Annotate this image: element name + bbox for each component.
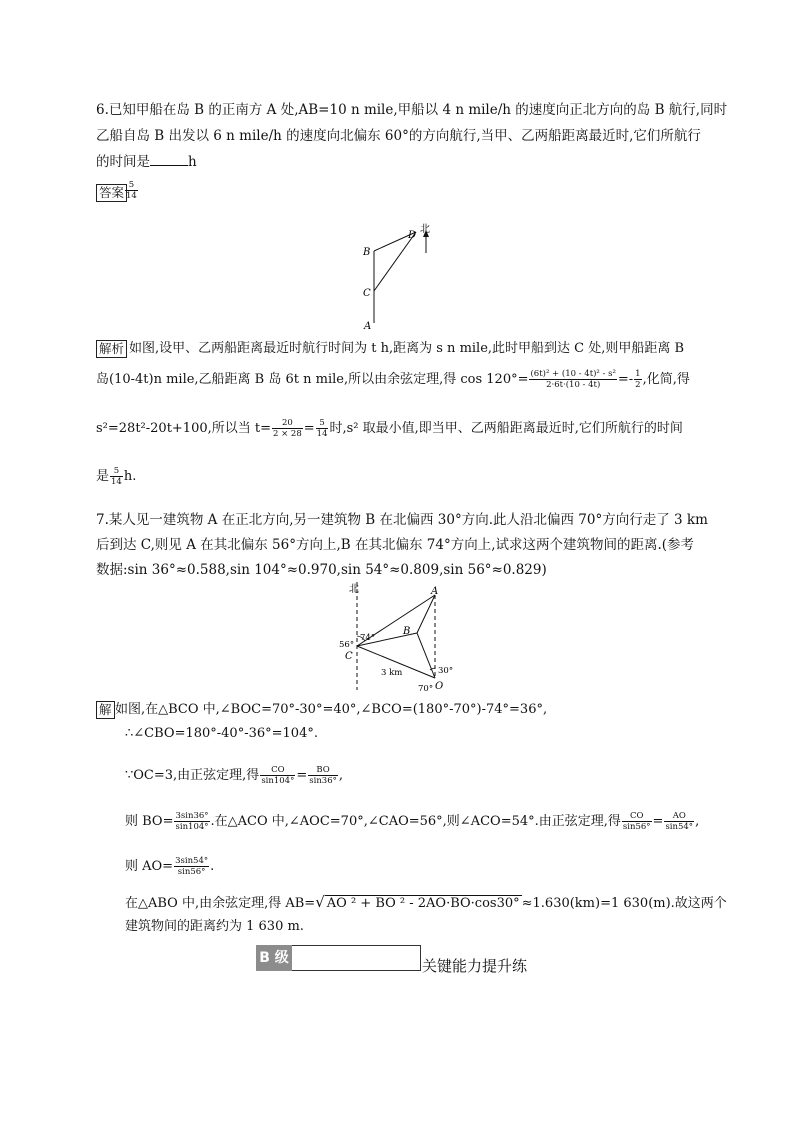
label-o-q7: O — [435, 681, 444, 692]
label-70-deg: 70° — [418, 684, 434, 694]
label-c: C — [363, 288, 371, 299]
s4-text: 则 BO= — [125, 814, 174, 829]
q6-analysis-line-4 — [96, 466, 136, 487]
q6-figure — [350, 215, 450, 333]
q6-line-3-text: 的时间是 — [96, 154, 150, 170]
label-d: D — [408, 230, 417, 241]
q7-line-2: 后到达 C,则见 A 在其北偏东 56°方向上,B 在其北偏东 74°方向上,试求这两个建筑物间的距离.(参考 — [96, 537, 695, 553]
sqrt-radicand: AO ² + BO ² - 2AO·BO·cos30° — [326, 896, 520, 911]
section-level-badge: B 级 — [256, 945, 292, 971]
q7-solution-line-7: 建筑物间的距离约为 1 630 m. — [125, 919, 304, 934]
q7-solution-line-2: ∴∠CBO=180°-40°-36°=104°. — [125, 726, 318, 741]
t-result-numerator: 5 — [316, 418, 329, 429]
s3-tail: , — [338, 768, 344, 783]
label-north-q7: 北 — [349, 584, 359, 595]
s3-fraction-2 — [308, 765, 338, 786]
q7-solution-line-4 — [125, 811, 699, 832]
s3-fraction-1 — [260, 765, 295, 786]
sqrt-sign: √ — [315, 893, 325, 911]
answer-numerator: 5 — [125, 180, 138, 191]
cos-fraction — [529, 369, 616, 390]
answer-blank — [150, 153, 188, 166]
label-b-q7: B — [403, 626, 411, 637]
s4-numerator-3: AO — [664, 811, 694, 822]
q6-analysis-line-2 — [96, 369, 690, 390]
label-c-q7: C — [345, 651, 353, 662]
half-fraction — [634, 369, 641, 390]
s4-fraction-2 — [622, 811, 652, 832]
s4-denominator-3: sin54° — [665, 822, 694, 832]
final-numerator: 5 — [110, 466, 123, 477]
s4-tail: , — [695, 814, 700, 829]
s4-fraction-1 — [174, 811, 209, 832]
s3-numerator-2: BO — [308, 765, 338, 776]
cos-denominator: 2·6t·(10 - 4t) — [546, 380, 601, 390]
answer-tag: 答案 — [96, 184, 127, 202]
s4-equals: = — [652, 814, 664, 829]
s6-text: 在△ABO 中,由余弦定理,得 AB= — [125, 896, 316, 911]
a2-text: 岛(10-4t)n mile,乙船距离 B 岛 6t n mile,所以由余弦定理,得 cos 120°= — [96, 372, 529, 387]
label-a-q7: A — [431, 586, 439, 597]
q7-line-1: 7.某人见一建筑物 A 在正北方向,另一建筑物 B 在北偏西 30°方向.此人沿北偏西 70°方向行走了 3 km — [96, 512, 708, 528]
q7-solution-line-5 — [125, 856, 214, 877]
q6-line-3 — [96, 150, 197, 170]
s6-tail: ≈1.630(km)=1 630(m).故这两个 — [521, 896, 727, 911]
answer-fraction — [125, 180, 138, 201]
s5-numerator: 3sin54° — [175, 856, 209, 866]
s3-text: ∵OC=3,由正弦定理,得 — [125, 768, 260, 783]
a4-unit: h. — [123, 469, 137, 484]
label-b: B — [363, 247, 371, 258]
s3-equals: = — [296, 768, 308, 783]
s4-denominator-1: sin104° — [175, 822, 209, 832]
s4-fraction-3 — [664, 811, 694, 832]
q7-line-3: 数据:sin 36°≈0.588,sin 104°≈0.970,sin 54°≈0.809,sin 56°≈0.829) — [96, 562, 547, 578]
q7-figure — [335, 578, 465, 696]
label-56-deg: 56° — [339, 640, 355, 650]
a4-text: 是 — [96, 469, 110, 484]
final-fraction — [110, 466, 123, 487]
s4-denominator-2: sin56° — [622, 822, 651, 832]
t-result-denominator: 14 — [316, 429, 328, 439]
q6-line-2: 乙船自岛 B 出发以 6 n mile/h 的速度向北偏东 60°的方向航行,当甲、乙两船距离最近时,它们所航行 — [96, 128, 701, 144]
s3-denominator-1: sin104° — [261, 776, 295, 786]
t-fraction — [272, 418, 303, 439]
a2-equals: =- — [617, 372, 634, 387]
q7-solution-line-3 — [125, 765, 343, 786]
s5-tail: . — [210, 859, 215, 874]
answer-denominator: 14 — [126, 191, 137, 201]
t-numerator: 20 — [272, 418, 303, 429]
s4-numerator-2: CO — [622, 811, 652, 822]
q6-analysis-line-1: 如图,设甲、乙两船距离最近时航行时间为 t h,距离为 s n mile,此时甲船到达 C 处,则甲船距离 B — [129, 341, 685, 356]
a3-equals: = — [303, 421, 315, 436]
a3-tail: 时,s² 取最小值,即当甲、乙两船距离最近时,它们所航行的时间 — [329, 421, 683, 436]
half-numerator: 1 — [635, 369, 641, 379]
s5-denominator: sin56° — [177, 867, 206, 877]
q7-analysis-tag: 解 — [96, 701, 115, 719]
cos-numerator: (6t)² + (10 - 4t)² - s² — [530, 369, 616, 379]
q7-solution-line-1: 如图,在△BCO 中,∠BOC=70°-30°=40°,∠BCO=(180°-70°)-74°=36°, — [115, 702, 548, 717]
s4-numerator-1: 3sin36° — [175, 811, 209, 821]
analysis-tag: 解析 — [96, 340, 127, 358]
final-denominator: 14 — [111, 477, 122, 487]
label-74-deg: 74° — [360, 633, 376, 643]
q6-line-1: 6.已知甲船在岛 B 的正南方 A 处,AB=10 n mile,甲船以 4 n mile/h 的速度向正北方向的岛 B 航行,同时 — [96, 102, 728, 118]
q6-line-3-unit: h — [188, 154, 197, 170]
q7-solution-line-6 — [125, 893, 727, 911]
a3-text: s²=28t²-20t+100,所以当 t= — [96, 421, 271, 436]
t-denominator: 2 × 28 — [273, 429, 302, 439]
q6-analysis-line-3 — [96, 418, 683, 439]
s5-fraction — [174, 856, 209, 877]
section-title: 关键能力提升练 — [422, 957, 528, 975]
s3-numerator-1: CO — [260, 765, 295, 776]
label-a: A — [364, 321, 372, 332]
half-denominator: 2 — [635, 380, 641, 390]
label-north: 北 — [420, 224, 430, 235]
label-30-deg: 30° — [438, 666, 454, 676]
s5-text: 则 AO= — [125, 859, 174, 874]
s4-middle-text: .在△ACO 中,∠AOC=70°,∠CAO=56°,则∠ACO=54°.由正弦定理,得 — [210, 814, 621, 829]
label-3km: 3 km — [381, 668, 403, 678]
a2-tail: ,化简,得 — [642, 372, 690, 387]
t-result-fraction — [316, 418, 329, 439]
s3-denominator-2: sin36° — [309, 776, 337, 786]
